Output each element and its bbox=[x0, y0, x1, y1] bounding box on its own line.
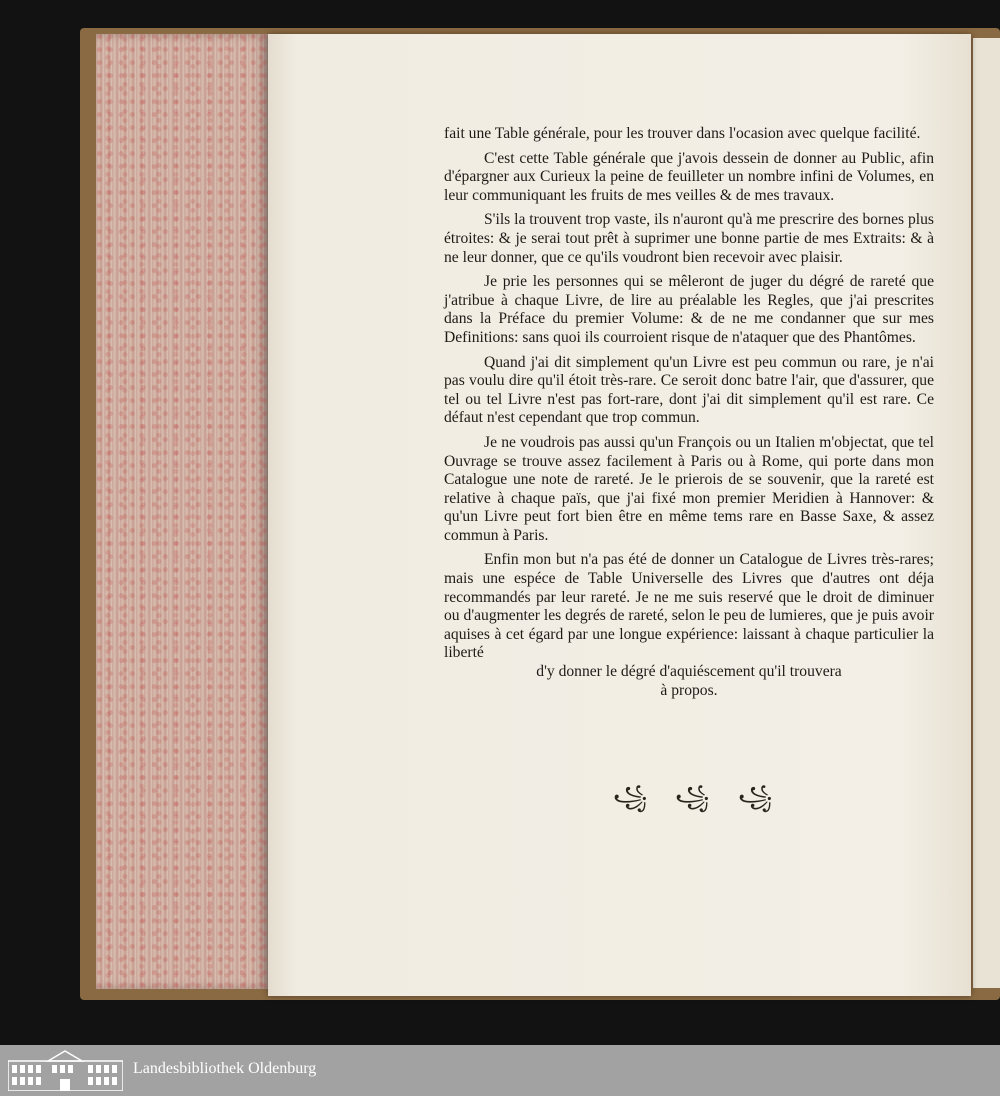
page-edges bbox=[96, 34, 268, 989]
paragraph: fait une Table générale, pour les trouver dans l'ocasion avec quelque facilité. bbox=[444, 125, 921, 142]
closing-line: à propos. bbox=[660, 681, 718, 699]
paragraph: C'est cette Table générale que j'avois dessein de donner au Public, afin d'épargner aux Curieux la peine de feuilleter un nombre infini de Volumes, en leur communiquant les fruits de mes veilles & de mes travaux. bbox=[444, 149, 934, 204]
paragraph: S'ils la trouvent trop vaste, ils n'auront qu'à me prescrire des bornes plus étroites: & je serai tout prêt à suprimer une bonne partie de mes Extraits: & à ne leur donner, que ce qu'ils voudront bien recevoir avec plaisir. bbox=[444, 211, 934, 266]
closing-line: d'y donner le dégré d'aquiéscement qu'il trouvera bbox=[536, 663, 842, 681]
library-name: Landesbibliothek Oldenburg bbox=[133, 1060, 317, 1077]
facing-page-edge bbox=[973, 38, 1000, 988]
paragraph: Je ne voudrois pas aussi qu'un François ou un Italien m'objectat, que tel Ouvrage se trouve assez facilement à Paris ou à Rome, qui porte dans mon Catalogue une note de rareté. Je le prierois de se souvenir, que la rareté est relative à chaque païs, que j'ai fixé mon premier Meridien à Hannover: & qu'un Livre peut fort bien être en même tems rare en Basse Saxe, & assez commun à Paris. bbox=[444, 433, 934, 544]
ornament-icon: ꧁ bbox=[675, 784, 710, 809]
ornament-icon: ꧁ bbox=[738, 784, 773, 809]
paragraph: Je prie les personnes qui se mêleront de juger du dégré de rareté que j'atribue à chaque Livre, de lire au préalable les Regles, que j'ai prescrites dans la Préface du premier Volume: & de ne me condanner que sur mes Definitions: sans quoi ils courroient risque de n'ataquer que des Phantômes. bbox=[444, 273, 934, 346]
page-text bbox=[444, 125, 934, 700]
library-building-logo-icon bbox=[8, 1049, 123, 1091]
ornament-icon: ꧁ bbox=[613, 784, 648, 809]
paragraph: Enfin mon but n'a pas été de donner un Catalogue de Livres très-rares; mais une espéce de Table Universelle des Livres que d'autres ont déja recommandés par leur rareté. Je ne me suis reservé que le droit de diminuer ou d'augmenter les degrés de rareté, selon le peu de lumieres, que je puis avoir aquises à cet égard par une longue expérience: laissant à chaque particulier la liberté bbox=[444, 551, 934, 662]
paragraph: Quand j'ai dit simplement qu'un Livre est peu commun ou rare, je n'ai pas voulu dire qu'il étoit très-rare. Ce seroit donc batre l'air, que d'assurer, que tel ou tel Livre n'est pas fort-rare, dont j'ai dit simplement qu'il est rare. Ce défaut n'est cependant que trop commun. bbox=[444, 353, 934, 427]
footer-bar bbox=[0, 1045, 1000, 1096]
